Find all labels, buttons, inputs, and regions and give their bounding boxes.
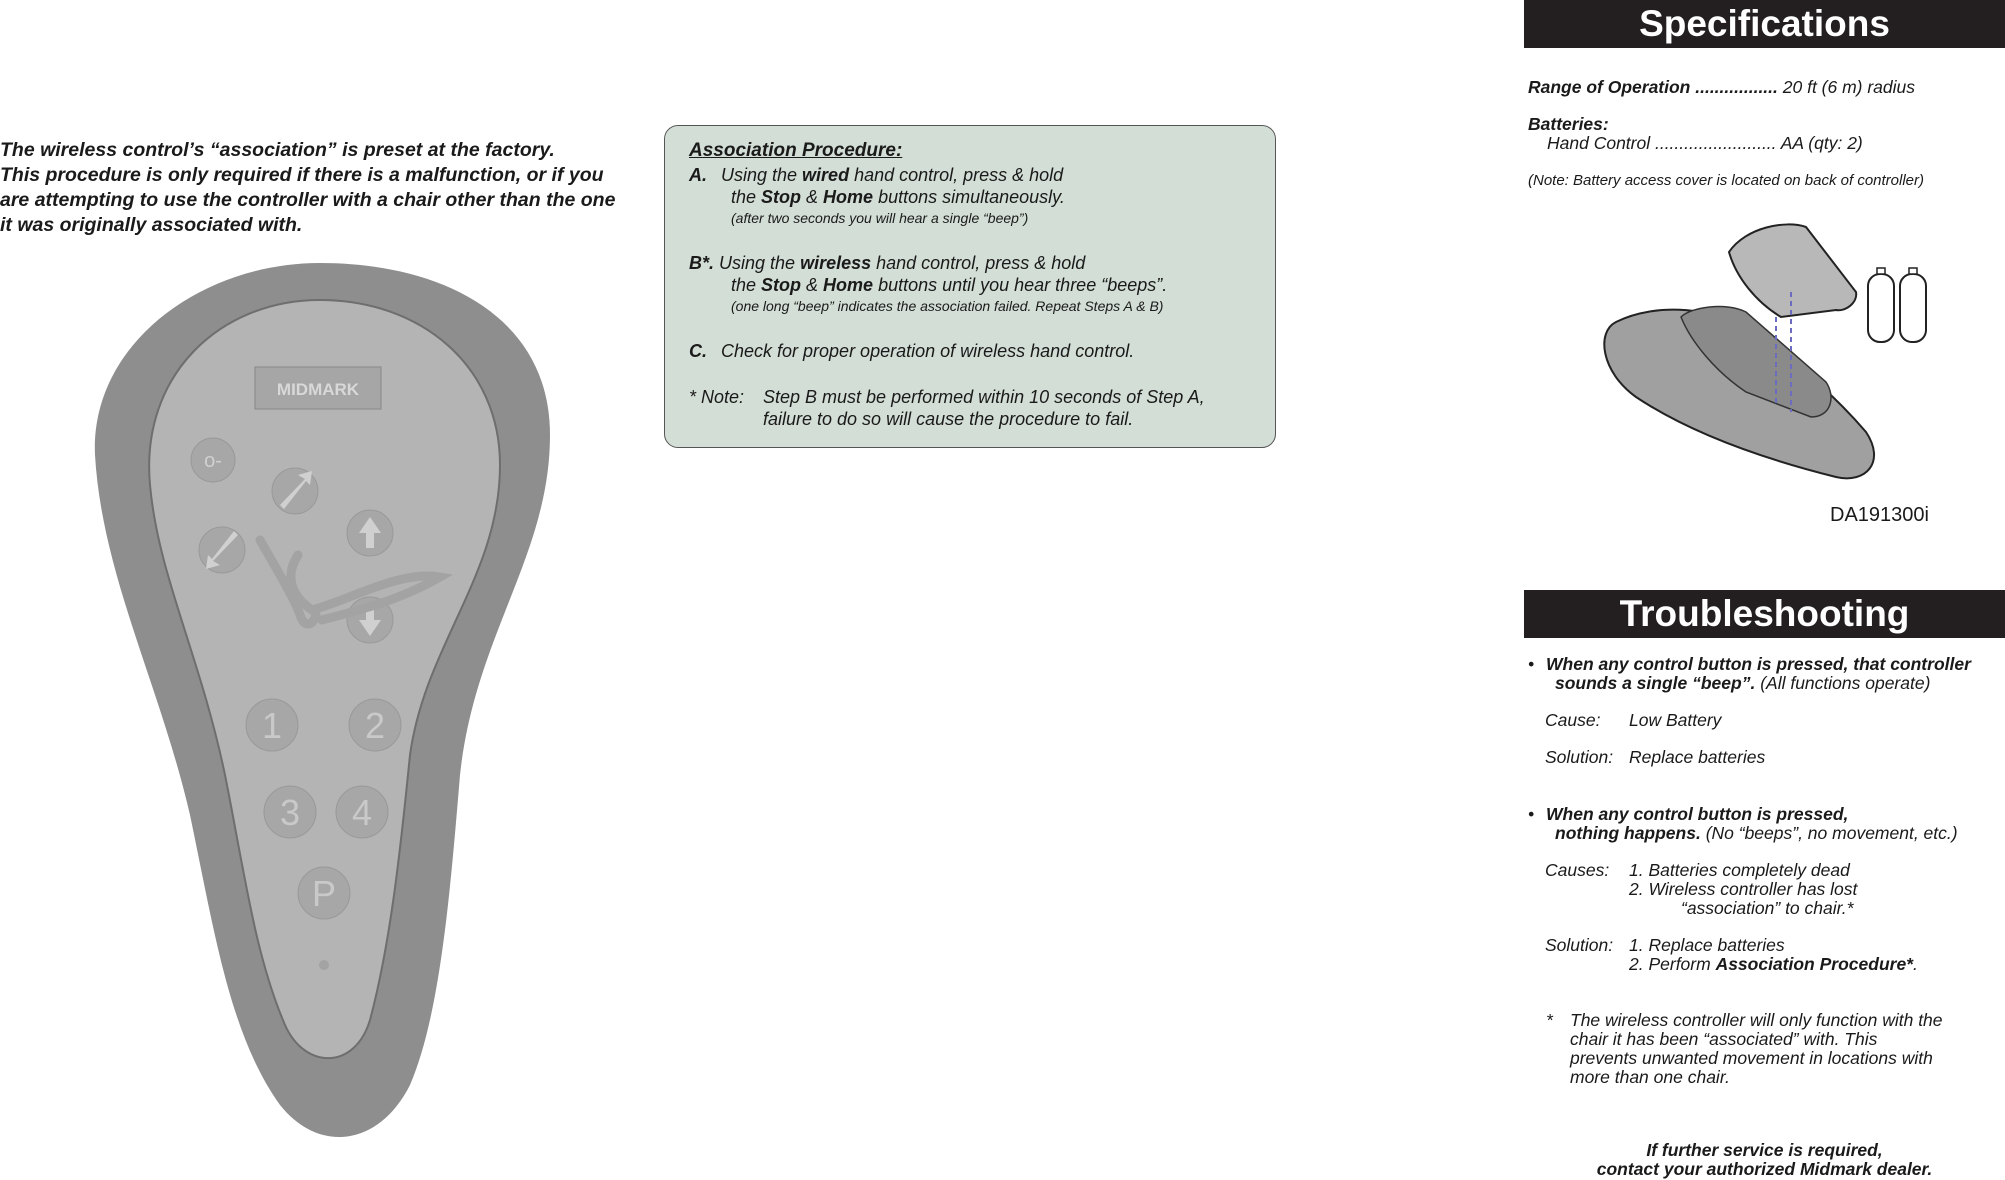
step-a — [689, 164, 1255, 186]
specifications-header: Specifications — [1524, 0, 2005, 48]
bullet: • — [1528, 654, 1535, 674]
svg-text:2: 2 — [364, 705, 386, 746]
note-line-2: failure to do so will cause the procedure to fail. — [763, 409, 1134, 429]
association-procedure-box — [664, 125, 1276, 448]
issue-2-solution: Solution: 1. Replace batteries 2. Perform Association Procedure*. — [1545, 935, 1918, 974]
step-a-text: Using the wired hand control, press & hold — [721, 165, 1064, 185]
svg-text:1: 1 — [261, 705, 283, 746]
step-b-line2: the Stop & Home buttons until you hear three “beeps”. — [731, 275, 1168, 295]
spec-batteries-label: Batteries: — [1528, 114, 1609, 134]
status-led — [319, 960, 329, 970]
footnote: * The wireless controller will only function with the chair it has been “associated” with. This prevents unwanted movement in locations with more than one chair. — [1546, 1010, 1943, 1087]
footer-line-2: contact your authorized Midmark dealer. — [1596, 1159, 1933, 1179]
note-line-1: Step B must be performed within 10 seconds of Step A, — [763, 387, 1205, 407]
step-a-line2: the Stop & Home buttons simultaneously. — [731, 187, 1065, 207]
step-b — [689, 252, 1255, 274]
note-key: * Note: — [689, 387, 745, 407]
intro-line-2: This procedure is only required if there is a malfunction, or if you — [0, 164, 604, 186]
battery-2-icon — [1900, 268, 1926, 342]
intro-line-4: it was originally associated with. — [0, 214, 303, 236]
intro-line-1: The wireless control’s “association” is preset at the factory. — [0, 139, 555, 161]
svg-text:o-: o- — [204, 450, 222, 472]
troubleshooting-header: Troubleshooting — [1524, 590, 2005, 638]
issue-2: • When any control button is pressed, nothing happens. (No “beeps”, no movement, etc.) — [1524, 805, 1958, 843]
intro-text — [0, 138, 650, 238]
intro-line-3: are attempting to use the controller with a chair other than the one — [0, 189, 616, 211]
svg-text:3: 3 — [279, 792, 301, 833]
step-b-note: (one long “beep” indicates the association failed. Repeat Steps A & B) — [731, 298, 1164, 314]
step-a-key: A. — [689, 165, 707, 185]
procedure-title: Association Procedure: — [689, 140, 903, 161]
issue-2-causes: Causes: 1. Batteries completely dead 2. Wireless controller has lost “association” to chair.* — [1545, 860, 1858, 918]
issue-1: • When any control button is pressed, that controller sounds a single “beep”. (All functions operate) — [1524, 655, 1971, 693]
step-b-text: B*. Using the wireless hand control, press & hold — [689, 253, 1086, 273]
brand-logo: MIDMARK — [276, 380, 360, 399]
remote-front-illustration — [80, 255, 560, 1155]
battery-cover — [1729, 224, 1856, 317]
issue-1-cause: Cause: Low Battery — [1545, 710, 1722, 730]
bullet: • — [1528, 804, 1535, 824]
footer-line-1: If further service is required, — [1646, 1140, 1883, 1160]
procedure-note — [689, 386, 1255, 430]
spec-note: (Note: Battery access cover is located on back of controller) — [1528, 172, 1925, 189]
svg-text:P: P — [311, 873, 337, 914]
step-c-key: C. — [689, 341, 707, 361]
battery-access-illustration — [1596, 222, 1936, 482]
issue-1-solution: Solution: Replace batteries — [1545, 747, 1766, 767]
step-a-note: (after two seconds you will hear a single “beep”) — [731, 210, 1029, 226]
step-c — [689, 340, 1255, 362]
spec-range: Range of Operation ................. 20 ft (6 m) radius — [1528, 77, 1916, 97]
service-footer — [1524, 1141, 2005, 1179]
battery-1-icon — [1868, 268, 1894, 342]
spec-hand-control: Hand Control ......................... AA (qty: 2) — [1547, 133, 1863, 153]
svg-text:4: 4 — [351, 792, 373, 833]
step-c-text: Check for proper operation of wireless hand control. — [721, 341, 1135, 361]
figure-reference-code: DA191300i — [1830, 504, 1929, 526]
